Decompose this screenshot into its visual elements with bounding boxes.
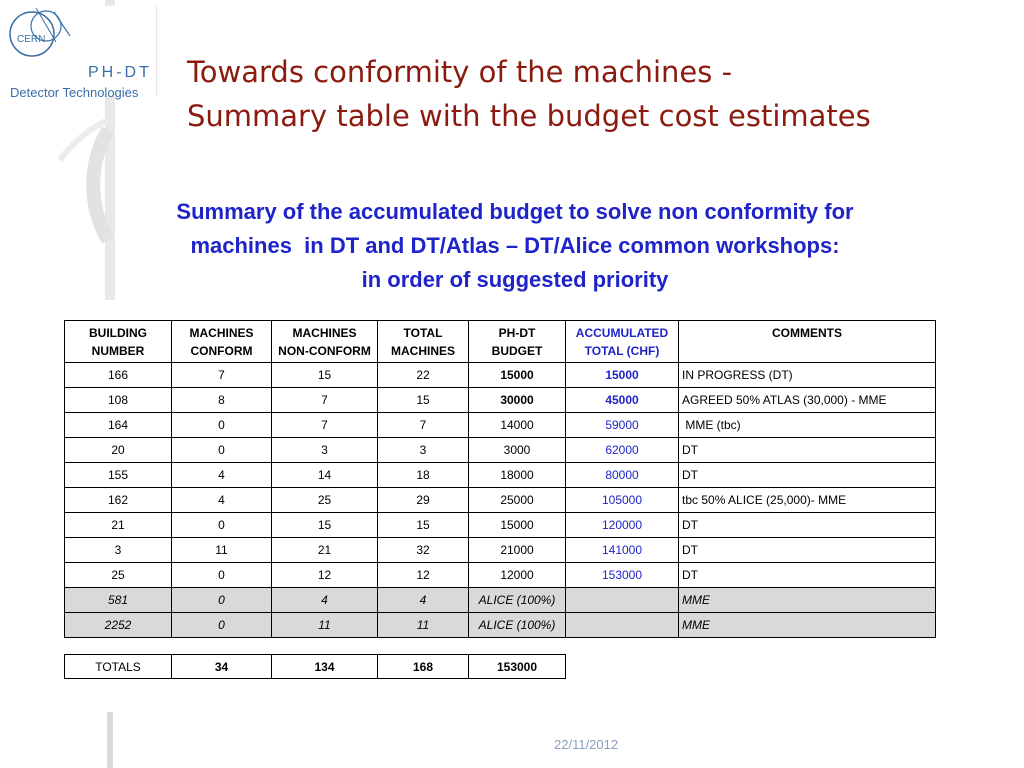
cell-total: 4: [378, 588, 469, 613]
cell-budget: 14000: [469, 413, 566, 438]
footer-date: 22/11/2012: [554, 737, 619, 752]
header-comments: COMMENTS: [679, 321, 936, 363]
cell-conform: 0: [172, 413, 272, 438]
cell-conform: 8: [172, 388, 272, 413]
logo-group: PH-DT: [88, 64, 152, 81]
title-line-2: Summary table with the budget cost estimates: [187, 99, 871, 133]
cell-non-conform: 25: [272, 488, 378, 513]
cell-comment: DT: [679, 538, 936, 563]
cell-conform: 7: [172, 363, 272, 388]
cell-comment: DT: [679, 438, 936, 463]
cell-total: 22: [378, 363, 469, 388]
cell-accumulated: 105000: [566, 488, 679, 513]
subtitle-line-3: in order of suggested priority: [361, 267, 669, 292]
cell-comment: DT: [679, 563, 936, 588]
totals-non-conform: 134: [272, 655, 378, 679]
slide-subtitle: [70, 195, 960, 297]
cell-building: 21: [65, 513, 172, 538]
cell-total: 32: [378, 538, 469, 563]
cell-building: 20: [65, 438, 172, 463]
cell-conform: 0: [172, 588, 272, 613]
cell-conform: 11: [172, 538, 272, 563]
header-machines-non-conform: MACHINES NON-CONFORM: [272, 321, 378, 363]
cell-conform: 0: [172, 563, 272, 588]
cell-budget: ALICE (100%): [469, 588, 566, 613]
cell-accumulated: 120000: [566, 513, 679, 538]
cell-conform: 0: [172, 613, 272, 638]
cell-building: 2252: [65, 613, 172, 638]
cell-comment: MME: [679, 613, 936, 638]
cell-non-conform: 15: [272, 513, 378, 538]
cell-building: 3: [65, 538, 172, 563]
cell-budget: 18000: [469, 463, 566, 488]
cell-accumulated: 59000: [566, 413, 679, 438]
cell-total: 15: [378, 513, 469, 538]
cell-conform: 0: [172, 438, 272, 463]
title-line-1: Towards conformity of the machines -: [187, 55, 733, 89]
cell-comment: AGREED 50% ATLAS (30,000) - MME: [679, 388, 936, 413]
cell-non-conform: 12: [272, 563, 378, 588]
table-row: [65, 563, 936, 588]
cell-total: 7: [378, 413, 469, 438]
cell-accumulated: [566, 588, 679, 613]
subtitle-line-2: machines in DT and DT/Atlas – DT/Alice common workshops:: [190, 233, 840, 258]
table-row: [65, 438, 936, 463]
cell-building: 166: [65, 363, 172, 388]
header-ph-dt-budget: PH-DT BUDGET: [469, 321, 566, 363]
cell-budget: 25000: [469, 488, 566, 513]
slide-title: [187, 50, 987, 138]
totals-row: [65, 655, 566, 679]
cell-budget: 30000: [469, 388, 566, 413]
table-row: [65, 363, 936, 388]
header-machines-conform: MACHINES CONFORM: [172, 321, 272, 363]
cell-accumulated: 45000: [566, 388, 679, 413]
header-accumulated-total: ACCUMULATED TOTAL (CHF): [566, 321, 679, 363]
cell-budget: 12000: [469, 563, 566, 588]
cell-accumulated: 15000: [566, 363, 679, 388]
cell-total: 18: [378, 463, 469, 488]
cell-total: 15: [378, 388, 469, 413]
cell-comment: IN PROGRESS (DT): [679, 363, 936, 388]
totals-machines: 168: [378, 655, 469, 679]
table-row: [65, 463, 936, 488]
cell-total: 29: [378, 488, 469, 513]
cell-conform: 0: [172, 513, 272, 538]
table-row: [65, 388, 936, 413]
cell-budget: 15000: [469, 363, 566, 388]
cell-budget: 3000: [469, 438, 566, 463]
table-header-row: [65, 321, 936, 363]
header-total-machines: TOTAL MACHINES: [378, 321, 469, 363]
cell-comment: MME: [679, 588, 936, 613]
cell-non-conform: 4: [272, 588, 378, 613]
cell-comment: DT: [679, 463, 936, 488]
cell-comment: MME (tbc): [679, 413, 936, 438]
cell-non-conform: 7: [272, 388, 378, 413]
cell-building: 164: [65, 413, 172, 438]
cell-non-conform: 14: [272, 463, 378, 488]
cell-accumulated: [566, 613, 679, 638]
cell-total: 11: [378, 613, 469, 638]
table-row: [65, 613, 936, 638]
cell-accumulated: 141000: [566, 538, 679, 563]
cell-building: 581: [65, 588, 172, 613]
table-row: [65, 488, 936, 513]
cell-budget: ALICE (100%): [469, 613, 566, 638]
cell-non-conform: 7: [272, 413, 378, 438]
cell-building: 162: [65, 488, 172, 513]
table-row: [65, 413, 936, 438]
table-row: [65, 513, 936, 538]
cell-building: 25: [65, 563, 172, 588]
logo-name: Detector Technologies: [10, 85, 139, 100]
budget-table: [64, 320, 936, 638]
cern-logo-text: CERN: [17, 34, 46, 45]
cell-conform: 4: [172, 488, 272, 513]
cell-non-conform: 3: [272, 438, 378, 463]
totals-budget: 153000: [469, 655, 566, 679]
cell-building: 155: [65, 463, 172, 488]
cell-budget: 15000: [469, 513, 566, 538]
cell-accumulated: 80000: [566, 463, 679, 488]
cell-building: 108: [65, 388, 172, 413]
cell-non-conform: 21: [272, 538, 378, 563]
cell-non-conform: 15: [272, 363, 378, 388]
totals-conform: 34: [172, 655, 272, 679]
totals-label: TOTALS: [65, 655, 172, 679]
ph-dt-logo: [6, 6, 157, 100]
table-row: [65, 588, 936, 613]
cell-accumulated: 153000: [566, 563, 679, 588]
cell-conform: 4: [172, 463, 272, 488]
cell-budget: 21000: [469, 538, 566, 563]
cell-comment: tbc 50% ALICE (25,000)- MME: [679, 488, 936, 513]
totals-table: [64, 654, 566, 679]
cell-non-conform: 11: [272, 613, 378, 638]
cell-accumulated: 62000: [566, 438, 679, 463]
header-building-number: BUILDING NUMBER: [65, 321, 172, 363]
cell-comment: DT: [679, 513, 936, 538]
cell-total: 12: [378, 563, 469, 588]
left-vertical-bar-bottom: [107, 712, 113, 768]
cell-total: 3: [378, 438, 469, 463]
table-row: [65, 538, 936, 563]
subtitle-line-1: Summary of the accumulated budget to solve non conformity for: [176, 199, 854, 224]
